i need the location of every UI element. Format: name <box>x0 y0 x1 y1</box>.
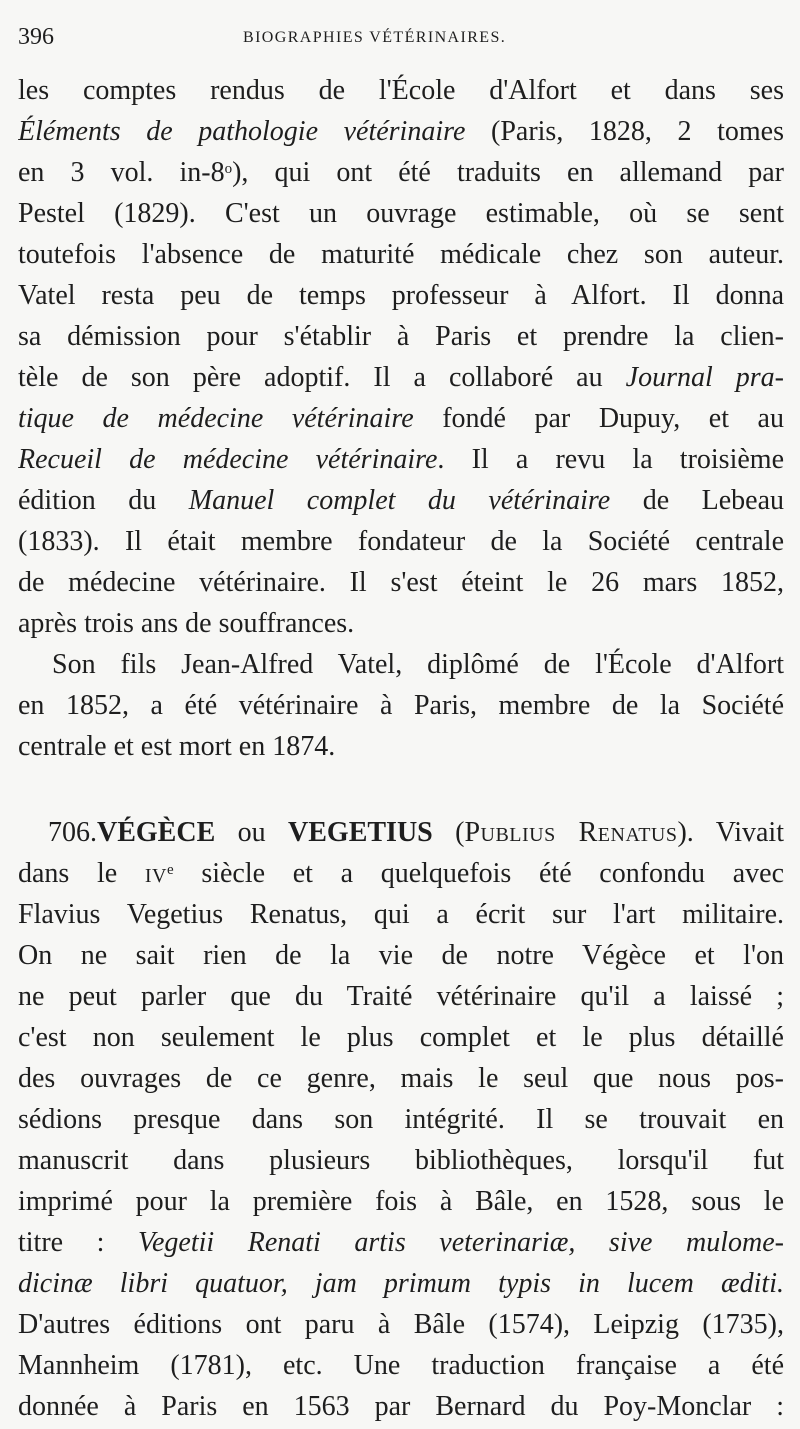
text-line <box>18 152 784 193</box>
text-span: D'autres éditions ont paru à Bâle (1574), Leipzig (1735), <box>18 1309 784 1340</box>
text-span: siècle et a quelquefois été confondu avec <box>173 858 784 889</box>
text-span: On ne sait rien de la vie de notre Végèce et l'on <box>18 940 784 971</box>
text-span: titre : <box>18 1227 138 1258</box>
section-gap <box>18 767 784 812</box>
text-span: centrale et est mort en 1874. <box>18 731 336 762</box>
text-line <box>18 398 784 439</box>
text-line <box>18 480 784 521</box>
text-span: fondé par Dupuy, et au <box>413 403 784 434</box>
text-line <box>18 316 784 357</box>
body-text <box>18 70 784 1427</box>
superscript: e <box>166 862 174 878</box>
text-line <box>18 439 784 480</box>
entry-given-names: Publius Renatus <box>464 817 678 848</box>
entry-name-alt: VEGETIUS <box>288 817 433 848</box>
text-span: . Il a revu la troisième <box>437 444 784 475</box>
journal-title: tique de médecine vétérinaire <box>18 403 414 434</box>
text-line <box>18 853 784 894</box>
text-span: en 1852, a été vétérinaire à Paris, membre de la Société <box>18 690 784 721</box>
text-line <box>18 357 784 398</box>
entry-number: 706. <box>48 817 97 848</box>
text-span: (Paris, 1828, 2 tomes <box>465 116 784 147</box>
text-span: ne peut parler que du Traité vétérinaire qu'il a laissé ; <box>18 981 784 1012</box>
text-line <box>18 894 784 935</box>
text-line <box>18 1263 784 1304</box>
text-line <box>18 1345 784 1386</box>
text-span: donnée à Paris en 1563 par Bernard du Poy-Monclar : <box>18 1391 784 1422</box>
text-line <box>18 193 784 234</box>
superscript: o <box>224 161 233 177</box>
text-span: ou <box>215 817 289 848</box>
text-line <box>18 976 784 1017</box>
text-span: toutefois l'absence de maturité médicale chez son auteur. <box>18 239 784 270</box>
text-line <box>18 275 784 316</box>
text-line <box>18 1181 784 1222</box>
book-title: Manuel complet du vétérinaire <box>188 485 611 516</box>
latin-title: dicinæ libri quatuor, jam primum typis in lucem æditi. <box>18 1268 784 1299</box>
text-line <box>18 70 784 111</box>
text-line <box>18 935 784 976</box>
text-span: ), qui ont été traduits en allemand par <box>232 157 784 188</box>
latin-title: Vegetii Renati artis veterinariæ, sive mulome- <box>137 1227 784 1258</box>
text-line <box>18 1099 784 1140</box>
text-span: Flavius Vegetius Renatus, qui a écrit sur l'art militaire. <box>18 899 784 930</box>
text-span: dans le <box>18 858 145 889</box>
text-span: tèle de son père adoptif. Il a collaboré au <box>18 362 626 393</box>
text-line <box>18 1304 784 1345</box>
text-span: ). <box>677 817 694 848</box>
text-span: Son fils Jean-Alfred Vatel, diplômé de l'École d'Alfort <box>52 649 784 680</box>
text-span: Vatel resta peu de temps professeur à Alfort. Il donna <box>18 280 784 311</box>
text-span: les comptes rendus de l'École d'Alfort et dans ses <box>18 75 784 106</box>
text-span: Vivait <box>693 817 784 848</box>
text-span: après trois ans de souffrances. <box>18 608 355 639</box>
text-span: sédions presque dans son intégrité. Il se trouvait en <box>18 1104 784 1135</box>
page-number: 396 <box>18 24 54 50</box>
text-span: ( <box>432 817 465 848</box>
text-line <box>18 111 784 152</box>
text-span: Pestel (1829). C'est un ouvrage estimable, où se sent <box>18 198 784 229</box>
text-span: manuscrit dans plusieurs bibliothèques, lorsqu'il fut <box>18 1145 784 1176</box>
text-span: de médecine vétérinaire. Il s'est éteint le 26 mars 1852, <box>18 567 784 598</box>
text-span: (1833). Il était membre fondateur de la Société centrale <box>18 526 784 557</box>
text-line <box>18 234 784 275</box>
text-line <box>18 562 784 603</box>
text-line <box>18 603 784 644</box>
text-line <box>18 1140 784 1181</box>
journal-title: Recueil de médecine vétérinaire <box>18 444 438 475</box>
entry-heading-line <box>18 812 784 853</box>
text-span: Mannheim (1781), etc. Une traduction française a été <box>18 1350 784 1381</box>
text-span: c'est non seulement le plus complet et le plus détaillé <box>18 1022 784 1053</box>
text-line <box>18 644 784 685</box>
text-line <box>18 521 784 562</box>
page-header <box>18 20 782 54</box>
text-span: de Lebeau <box>610 485 784 516</box>
text-line <box>18 726 784 767</box>
text-span: des ouvrages de ce genre, mais le seul que nous pos- <box>18 1063 784 1094</box>
text-line <box>18 1017 784 1058</box>
text-line <box>18 1058 784 1099</box>
text-span: imprimé pour la première fois à Bâle, en 1528, sous le <box>18 1186 784 1217</box>
text-span: édition du <box>18 485 189 516</box>
roman-numeral: iv <box>144 858 167 889</box>
book-title: Éléments de pathologie vétérinaire <box>18 116 466 147</box>
entry-name: VÉGÈCE <box>97 817 216 848</box>
text-span: sa démission pour s'établir à Paris et prendre la clien- <box>18 321 784 352</box>
text-line <box>18 685 784 726</box>
running-title: BIOGRAPHIES VÉTÉRINAIRES. <box>243 29 507 46</box>
journal-title: Journal pra- <box>625 362 784 393</box>
text-line <box>18 1386 784 1427</box>
text-span: en 3 vol. in-8 <box>18 157 225 188</box>
text-line <box>18 1222 784 1263</box>
